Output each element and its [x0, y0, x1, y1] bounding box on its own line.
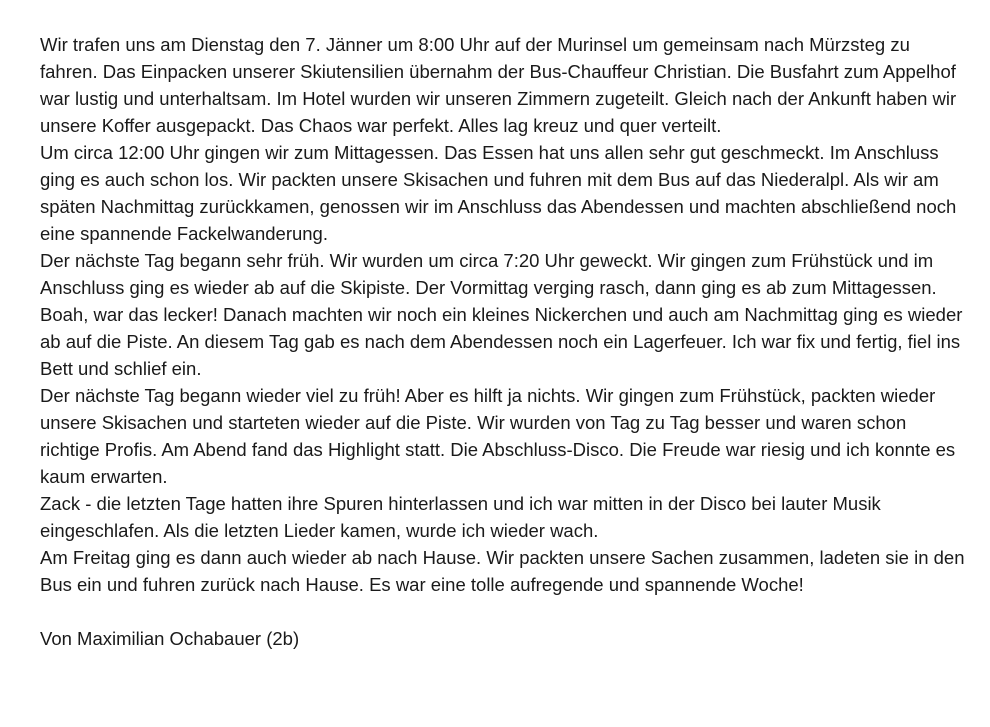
- paragraph-third-day: Der nächste Tag begann wieder viel zu früh! Aber es hilft ja nichts. Wir gingen zum Frühstück, packten wieder unsere Skisachen und starteten wieder auf die Piste. Wir wurden von Tag zu Tag besser und waren schon richtige Profis. Am Abend fand das Highlight statt. Die Abschluss-Disco. Die Freude war riesig und ich konnte es kaum erwarten.: [40, 385, 956, 487]
- author-signature: Von Maximilian Ochabauer (2b): [40, 628, 300, 649]
- paragraph-spacer: [40, 598, 970, 625]
- paragraph-second-day: Der nächste Tag begann sehr früh. Wir wurden um circa 7:20 Uhr geweckt. Wir gingen zum Frühstück und im Anschluss ging es wieder ab auf die Skipiste. Der Vormittag verging rasch, dann ging es ab zum Mittagessen. Boah, war das lecker! Danach machten wir noch ein kleines Nickerchen und auch am Nachmittag ging es wieder ab auf die Piste. An diesem Tag gab es nach dem Abendessen noch ein Lagerfeuer. Ich war fix und fertig, fiel ins Bett und schlief ein.: [40, 250, 963, 379]
- paragraph-first-ski-day: Um circa 12:00 Uhr gingen wir zum Mittagessen. Das Essen hat uns allen sehr gut geschmeckt. Im Anschluss ging es auch schon los. Wir packten unsere Skisachen und fuhren mit dem Bus auf das Niederalpl. Als wir am späten Nachmittag zurückkamen, genossen wir im Anschluss das Abendessen und machten abschließend noch eine spannende Fackelwanderung.: [40, 142, 957, 244]
- paragraph-arrival: Wir trafen uns am Dienstag den 7. Jänner um 8:00 Uhr auf der Murinsel um gemeinsam nach Mürzsteg zu fahren. Das Einpacken unserer Skiutensilien übernahm der Bus-Chauffeur Christian. Die Busfahrt zum Appelhof war lustig und unterhaltsam. Im Hotel wurden wir unseren Zimmern zugeteilt. Gleich nach der Ankunft haben wir unsere Koffer ausgepackt. Das Chaos war perfekt. Alles lag kreuz und quer verteilt.: [40, 34, 957, 136]
- document-body: [40, 31, 970, 652]
- paragraph-disco: Zack - die letzten Tage hatten ihre Spuren hinterlassen und ich war mitten in der Disco bei lauter Musik eingeschlafen. Als die letzten Lieder kamen, wurde ich wieder wach.: [40, 493, 881, 541]
- paragraph-departure: Am Freitag ging es dann auch wieder ab nach Hause. Wir packten unsere Sachen zusammen, ladeten sie in den Bus ein und fuhren zurück nach Hause. Es war eine tolle aufregende und spannende Woche!: [40, 547, 965, 595]
